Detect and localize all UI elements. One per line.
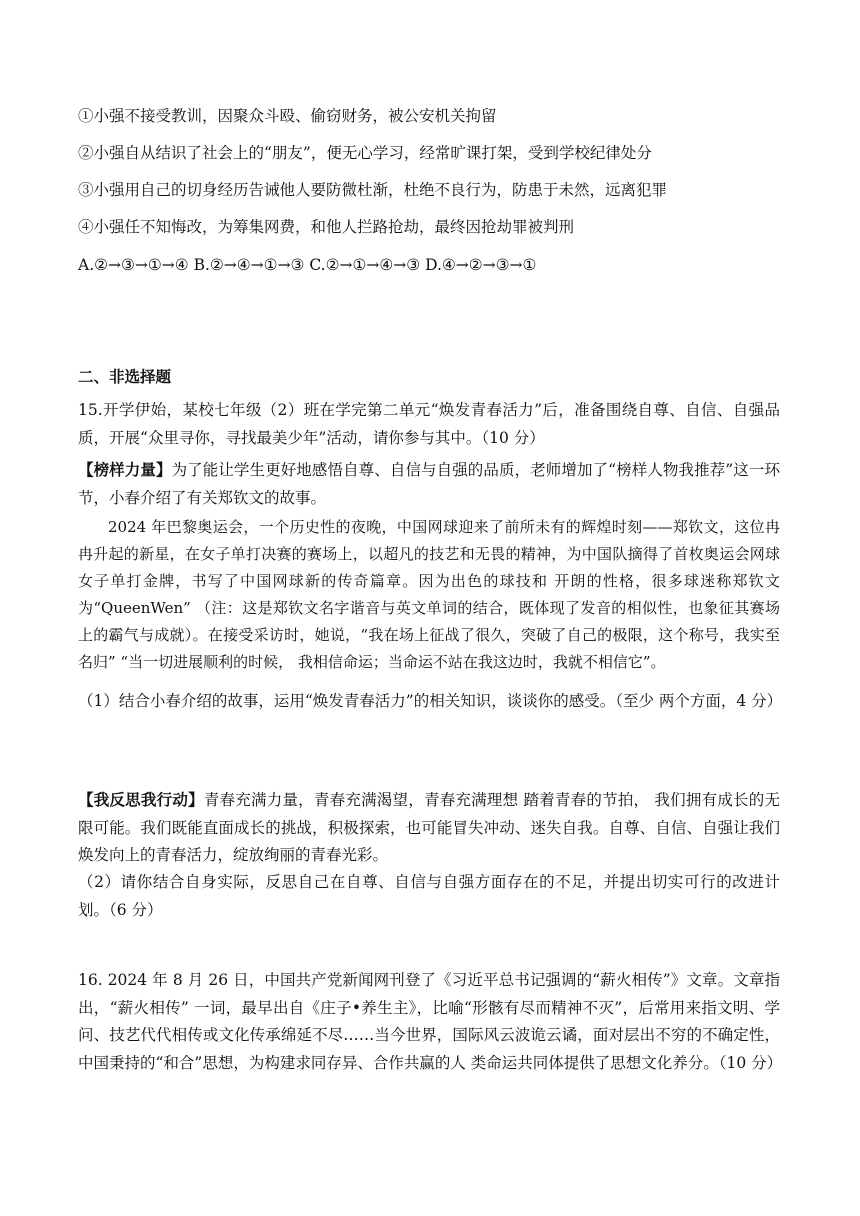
- option-4: ④小强任不知悔改，为筹集网费，和他人拦路抢劫，最终因抢劫罪被判刑: [78, 218, 575, 236]
- model-label: 【榜样力量】: [78, 460, 172, 479]
- story-quote: 2024 年巴黎奥运会，一个历史性的夜晚，中国网球迎来了前所未有的辉煌时刻——郑钦文，这位冉冉升起的新星，在女子单打决赛的赛场上，以超凡的技艺和无畏的精神，为中国队摘得了首枚奥运会网球女子单打金牌，书写了中国网球新的传奇篇章。因为出色的球技和 开朗的性格，很多球迷称郑钦文为“QueenWen” （注：这是郑钦文名字谐音与英文单词的结合，既体现了发音的相似性，也象征其赛场上的霸气与成就）。在接受采访时，她说，“我在场上征战了很久，突破了自己的极限，这个称号，我实至名归” “当一切进展顺利的时候， 我相信命运；当命运不站在我这边时，我就不相信它”。: [78, 518, 780, 671]
- option-2: ②小强自从结识了社会上的“朋友”，便无心学习，经常旷课打架，受到学校纪律处分: [78, 144, 652, 162]
- q15-sub2: （2）请你结合自身实际，反思自己在自尊、自信与自强方面存在的不足，并提出切实可行的改进计划。（6 分）: [78, 873, 780, 919]
- q15-intro: 15.开学伊始，某校七年级（2）班在学完第二单元“焕发青春活力”后，准备围绕自尊、自信、自强品质，开展“众里寻你，寻找最美少年”活动，请你参与其中。（10 分）: [78, 401, 780, 447]
- section-title: 二、非选择题: [78, 367, 172, 386]
- q15-model-block: [78, 456, 780, 512]
- action-text: 青春充满力量，青春充满渴望，青春充满理想 踏着青春的节拍， 我们拥有成长的无限可能。我们既能直面成长的挑战，积极探索，也可能冒失冲动、迷失自我。自尊、自信、自强让我们焕发向上的青春活力，绽放绚丽的青春光彩。: [78, 791, 780, 864]
- action-label: 【我反思我行动】: [78, 790, 204, 809]
- option-1: ①小强不接受教训，因聚众斗殴、偷窃财务，被公安机关拘留: [78, 107, 497, 125]
- answer-choices: A.②→③→①→④ B.②→④→①→③ C.②→①→④→③ D.④→②→③→①: [78, 256, 537, 274]
- q16-text: 16. 2024 年 8 月 26 日，中国共产党新闻网刊登了《习近平总书记强调的“薪火相传”》文章。文章指出，“薪火相传” 一词，最早出自《庄子•养生主》，比喻“形骸有尽而精神不灭”，后常用来指文明、学问、技艺代代相传或文化传承绵延不尽……当今世界，国际风云波诡云谲，面对层出不穷的不确定性，中国秉持的“和合”思想，为构建求同存异、合作共赢的人 类命运共同体提供了思想文化养分。（10 分）: [78, 971, 783, 1072]
- option-3: ③小强用自己的切身经历告诫他人要防微杜渐，杜绝不良行为，防患于未然，远离犯罪: [78, 181, 668, 199]
- q15-sub1: （1）结合小春介绍的故事，运用“焕发青春活力”的相关知识，谈谈你的感受。（至少 两个方面，4 分）: [78, 692, 783, 710]
- model-text: 为了能让学生更好地感悟自尊、自信与自强的品质，老师增加了“榜样人物我推荐”这一环节，小春介绍了有关郑钦文的故事。: [78, 461, 780, 507]
- q15-action-block: [78, 786, 780, 870]
